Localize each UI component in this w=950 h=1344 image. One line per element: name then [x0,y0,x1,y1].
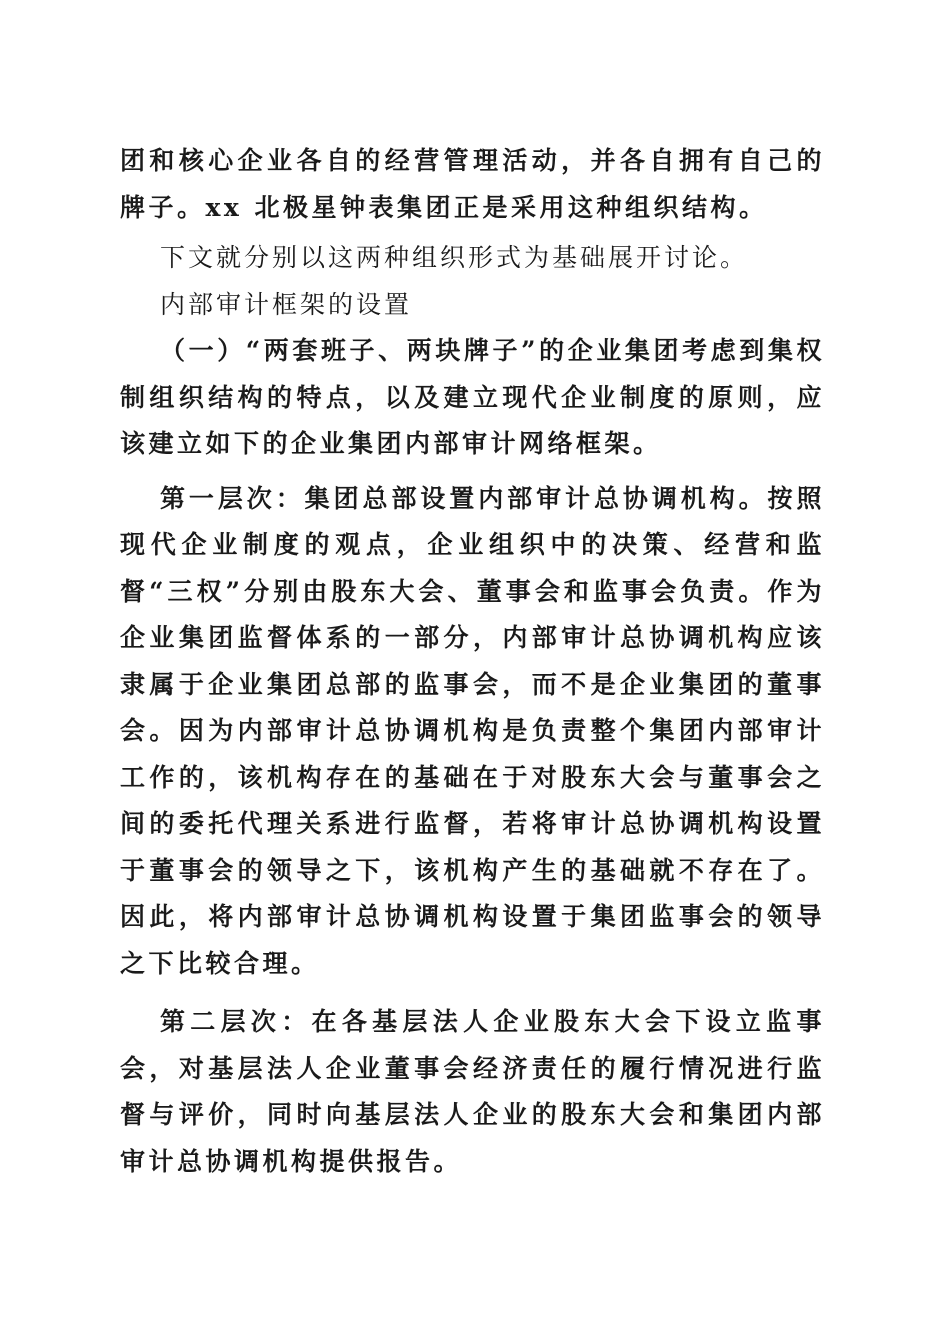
document-page [120,138,825,1185]
paragraph-level-1: 第一层次：集团总部设置内部审计总协调机构。按照现代企业制度的观点，企业组织中的决策、经营和监督“三权”分别由股东大会、董事会和监事会负责。作为企业集团监督体系的一部分，内部审计总协调机构应该隶属于企业集团总部的监事会，而不是企业集团的董事会。因为内部审计总协调机构是负责整个集团内部审计工作的，该机构存在的基础在于对股东大会与董事会之间的委托代理关系进行监督，若将审计总协调机构设置于董事会的领导之下，该机构产生的基础就不存在了。因此，将内部审计总协调机构设置于集团监事会的领导之下比较合理。 [120,483,825,978]
section-heading: 内部审计框架的设置 [160,289,413,319]
paragraph-section-1: （一）“两套班子、两块牌子”的企业集团考虑到集权制组织结构的特点，以及建立现代企业制度的原则，应该建立如下的企业集团内部审计网络框架。 [120,336,825,458]
paragraph-intro: 下文就分别以这两种组织形式为基础展开讨论。 [160,243,749,272]
paragraph-level-2: 第二层次：在各基层法人企业股东大会下设立监事会，对基层法人企业董事会经济责任的履行情况进行监督与评价，同时向基层法人企业的股东大会和集团内部审计总协调机构提供报告。 [120,1007,825,1176]
paragraph-continuation: 团和核心企业各自的经营管理活动，并各自拥有自己的牌子。xx 北极星钟表集团正是采用这种组织结构。 [120,146,825,222]
